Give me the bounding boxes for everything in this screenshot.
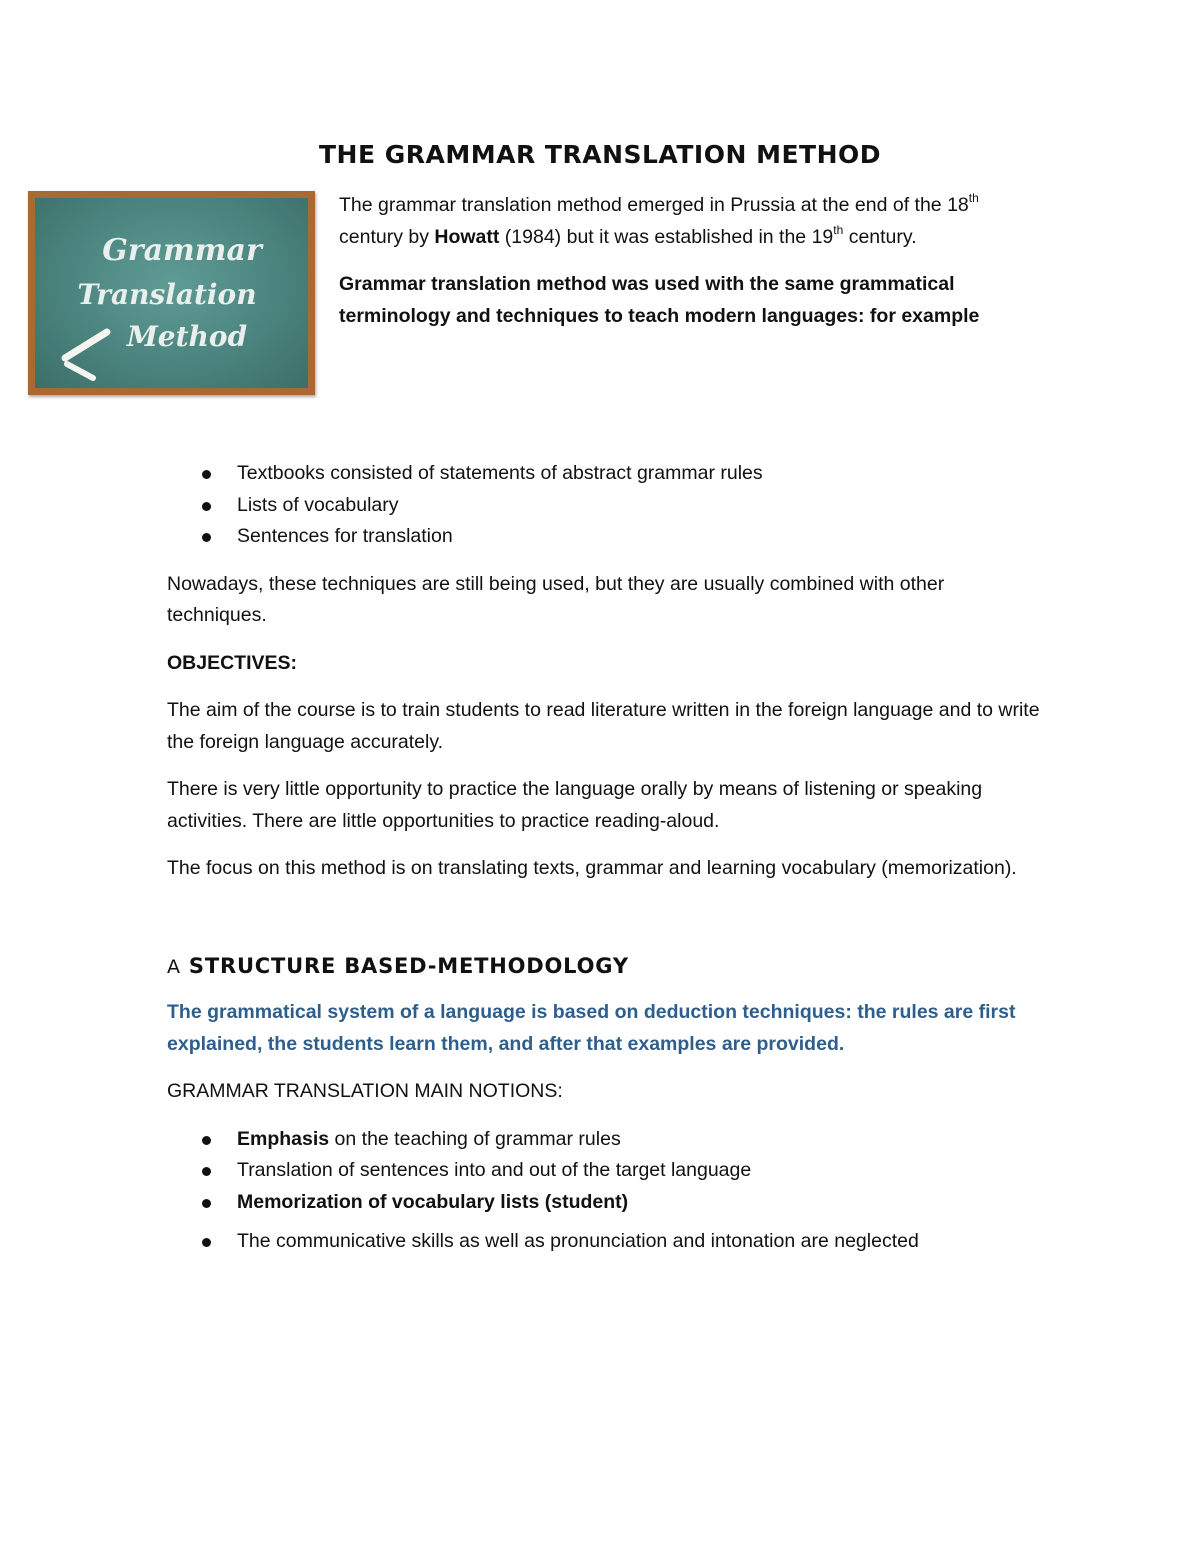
list-item: Lists of vocabulary — [167, 490, 1047, 522]
page-title: THE GRAMMAR TRANSLATION METHOD — [318, 140, 882, 169]
focus-paragraph: The focus on this method is on translating texts, grammar and learning vocabulary (memorization). — [167, 857, 1017, 879]
list-item: Sentences for translation — [167, 521, 1047, 553]
chalk-stick-icon — [65, 332, 107, 358]
examples-list — [167, 458, 1047, 553]
oral-practice-paragraph: There is very little opportunity to practice the language orally by means of listening or speaking activities. There are little opportunities to practice reading-aloud. — [167, 778, 983, 832]
objectives-label: OBJECTIVES: — [167, 651, 298, 674]
notions-label: GRAMMAR TRANSLATION MAIN NOTIONS: — [167, 1080, 563, 1102]
notions-list-extra — [167, 1226, 1047, 1258]
chalk-text-line1: Grammar — [102, 233, 262, 268]
section-heading: A STRUCTURE BASED-METHODOLOGY — [167, 953, 629, 978]
chalkboard-image — [28, 191, 315, 395]
list-item: The communicative skills as well as pronunciation and intonation are neglected — [167, 1226, 1047, 1258]
chalk-stick-small-icon — [67, 364, 93, 378]
list-item: Memorization of vocabulary lists (student) — [167, 1187, 1047, 1219]
aim-paragraph: The aim of the course is to train students to read literature written in the foreign language and to write the foreign language accurately. — [167, 699, 1040, 753]
list-item: Translation of sentences into and out of the target language — [167, 1155, 1047, 1187]
notions-list — [167, 1124, 1047, 1219]
author-name: Howatt — [434, 226, 500, 248]
intro-paragraph: The grammar translation method emerged in Prussia at the end of the 18th century by Howatt (1984) but it was established in the 19th century. — [339, 190, 979, 248]
list-item: Emphasis on the teaching of grammar rules — [167, 1124, 1047, 1156]
chalkboard-illustration — [35, 198, 308, 388]
chalk-text-line3: Method — [126, 320, 248, 353]
intro-section — [339, 189, 1039, 347]
chalk-text-line2: Translation — [77, 278, 257, 311]
main-content — [167, 458, 1047, 1274]
list-item: Textbooks consisted of statements of abstract grammar rules — [167, 458, 1047, 490]
deduction-paragraph: The grammatical system of a language is based on deduction techniques: the rules are first explained, the students learn them, and after that examples are provided. — [167, 1001, 1016, 1055]
nowadays-paragraph: Nowadays, these techniques are still being used, but they are usually combined with other techniques. — [167, 572, 945, 626]
intro-bold-paragraph: Grammar translation method was used with the same grammatical terminology and techniques to teach modern languages: for example — [339, 273, 980, 327]
